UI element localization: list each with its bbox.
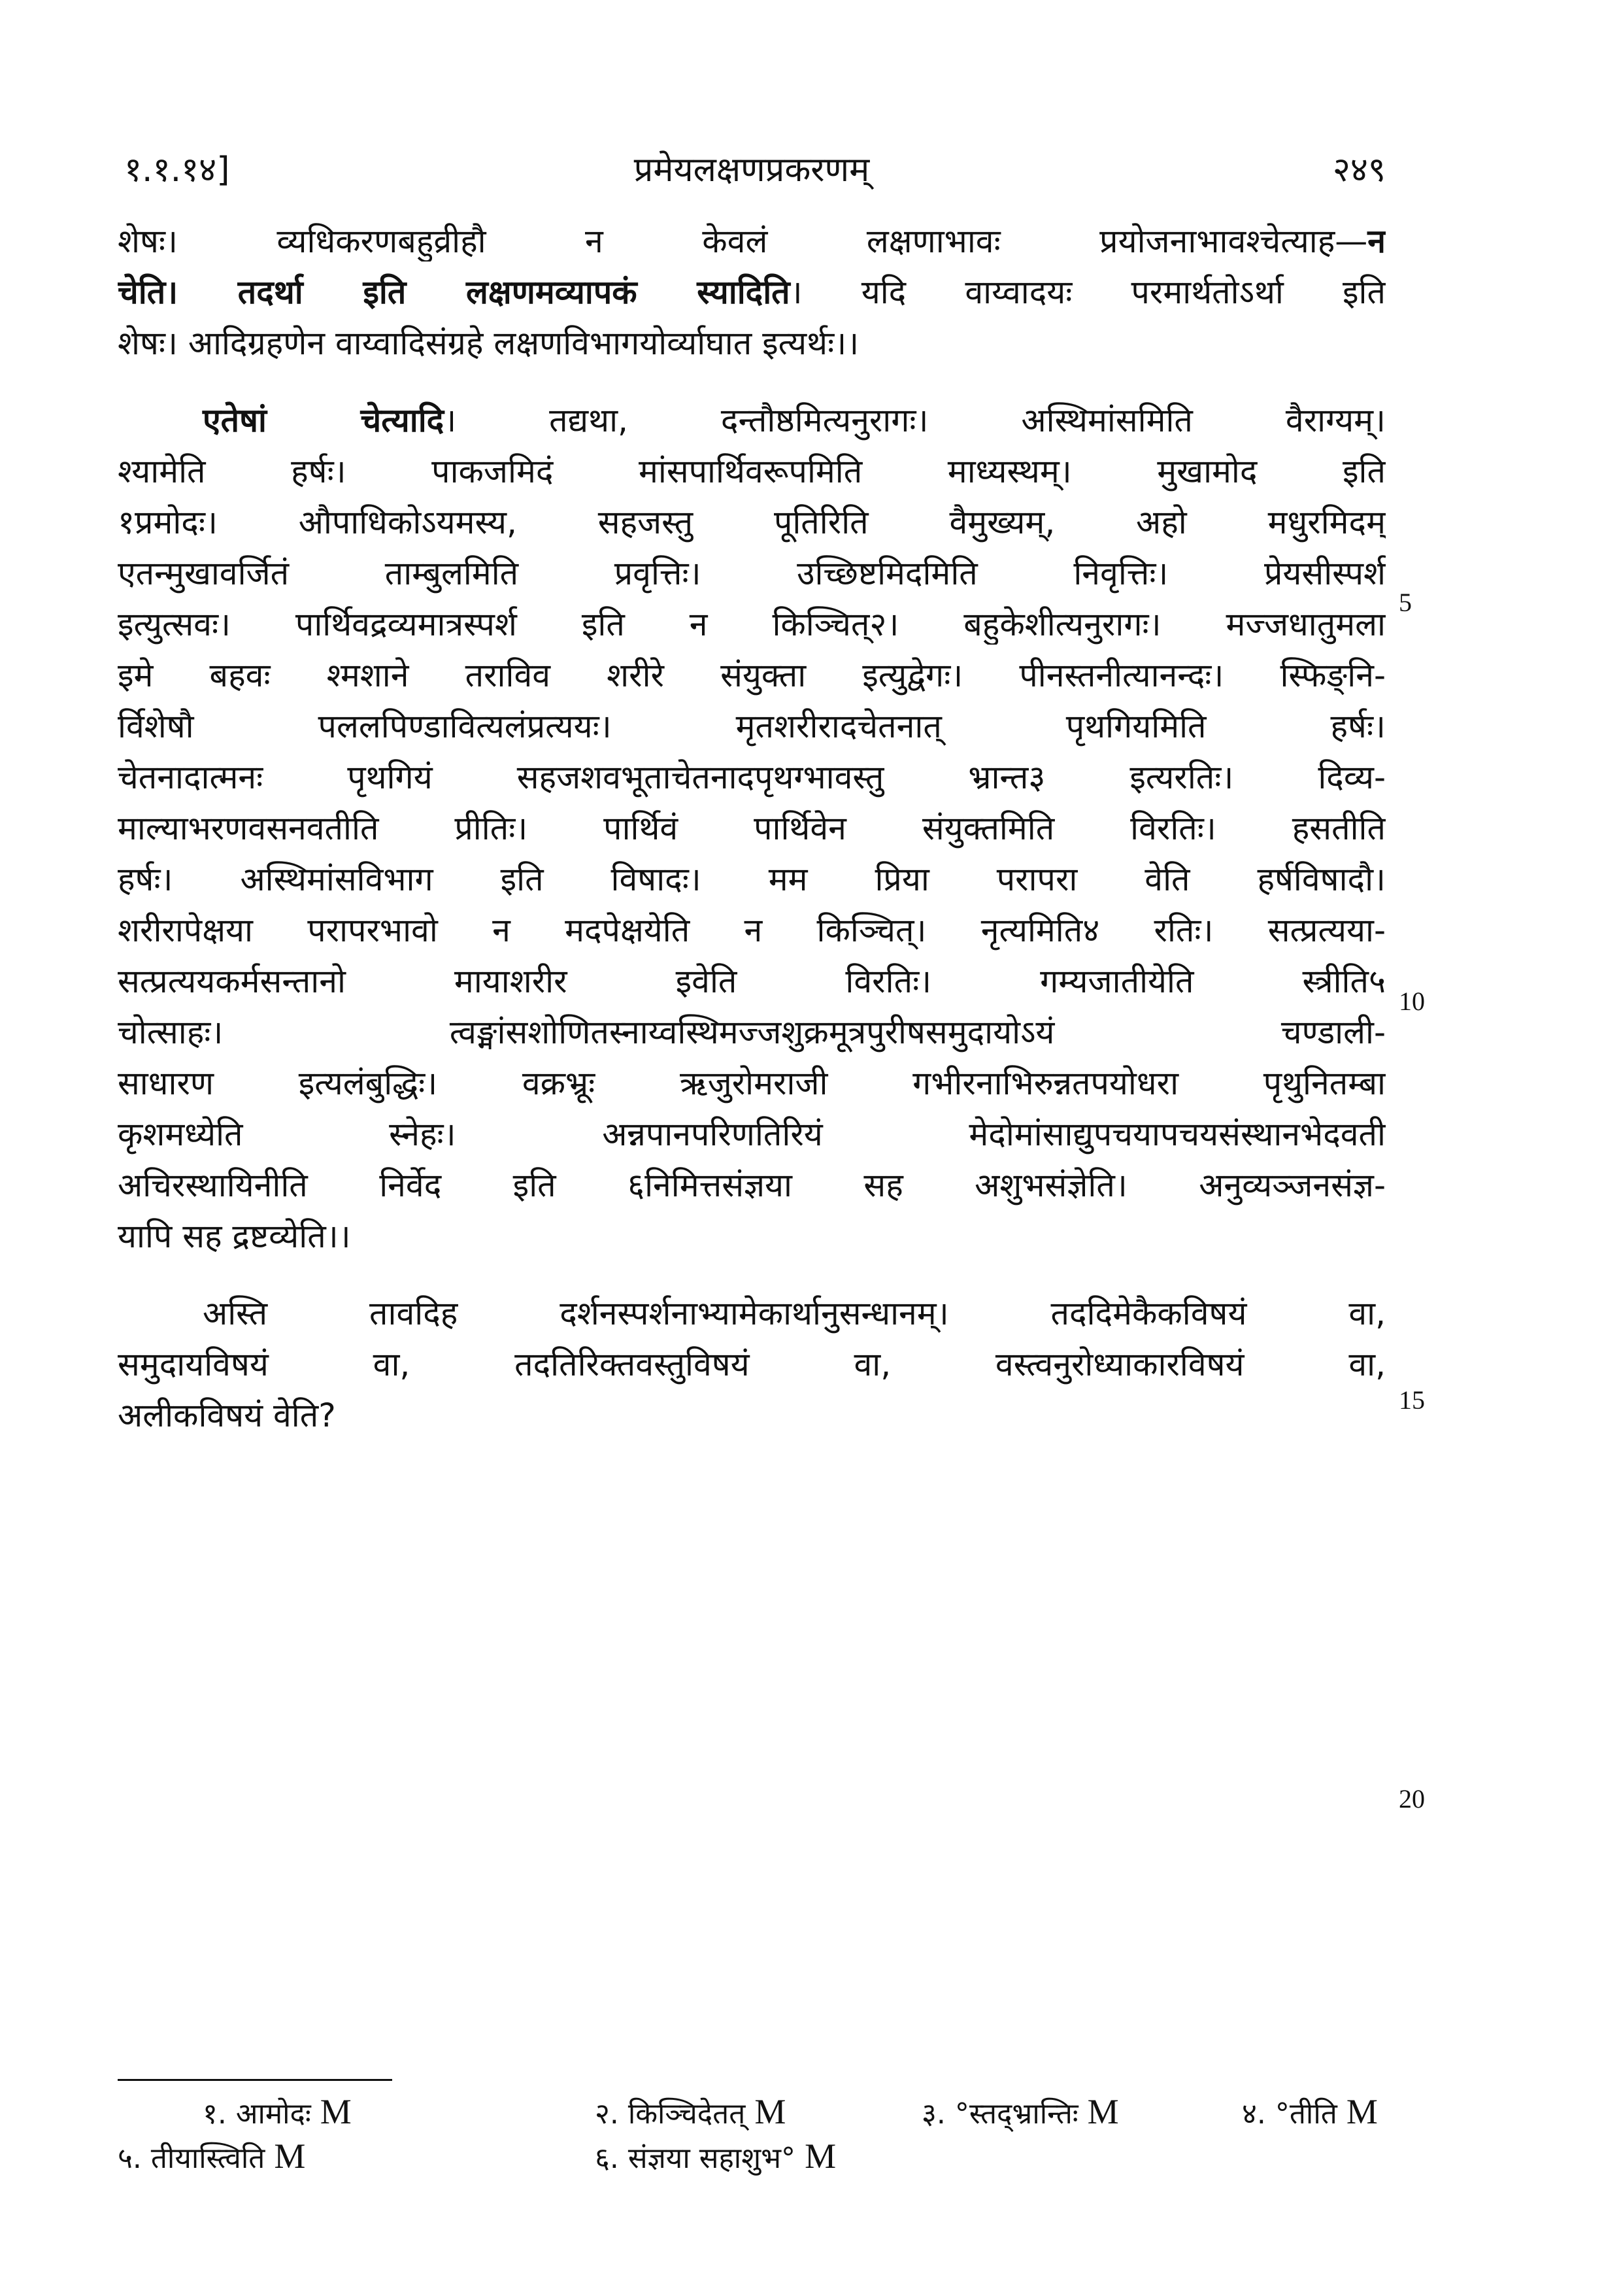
footnote-row [118, 2134, 1386, 2178]
line-number: 10 [1399, 987, 1425, 1016]
text-line: शरीरापेक्षया परापरभावो न मदपेक्षयेति न किञ्चित्। नृत्यमिति४ रतिः। सत्प्रत्यया- [118, 911, 1386, 949]
text-line: इमे बहवः श्मशाने तराविव शरीरे संयुक्ता इत्युद्वेगः। पीनस्तनीत्यानन्दः। स्फिङ्नि- [118, 656, 1386, 694]
text-line: श्यामेति हर्षः। पाकजमिदं मांसपार्थिवरूपमिति माध्यस्थम्। मुखामोद इति [118, 452, 1386, 490]
text-line: १प्रमोदः। औपाधिकोऽयमस्य, सहजस्तु पूतिरिति वैमुख्यम्, अहो मधुरमिदम् [118, 503, 1386, 541]
text-line: र्विशेषौ पललपिण्डावित्यलंप्रत्ययः। मृतशरीरादचेतनात् पृथगियमिति हर्षः। [118, 707, 1386, 745]
text-line: यापि सह द्रष्टव्येति।। [118, 1217, 351, 1255]
text-line: चेतनादात्मनः पृथगियं सहजशवभूताचेतनादपृथग्भावस्तु भ्रान्त३ इत्यरतिः। दिव्य- [118, 758, 1386, 796]
paragraph-3 [118, 1293, 1386, 1436]
footnote-row [118, 2089, 1386, 2134]
text-line: माल्याभरणवसनवतीति प्रीतिः। पार्थिवं पार्थिवेन संयुक्तमिति विरतिः। हसतीति [118, 809, 1386, 847]
text-line: अचिरस्थायिनीति निर्वेद इति ६निमित्तसंज्ञया सह अशुभसंज्ञेति। अनुव्यञ्जनसंज्ञ- [118, 1166, 1386, 1204]
footnote: ६. संज्ञया सहाशुभ° M [595, 2136, 837, 2176]
text-line: एतन्मुखावर्जितं ताम्बुलमिति प्रवृत्तिः। उच्छिष्टमिदमिति निवृत्तिः। प्रेयसीस्पर्श [118, 554, 1386, 592]
footnote: ३. °स्तद्भ्रान्तिः M [922, 2092, 1119, 2131]
line-number: 5 [1399, 588, 1412, 617]
text-line: शेषः। व्यधिकरणबहुव्रीहौ न केवलं लक्षणाभावः प्रयोजनाभावश्चेत्याह—न [118, 222, 1386, 260]
text-line: समुदायविषयं वा, तदतिरिक्तवस्तुविषयं वा, वस्त्वनुरोध्याकारविषयं वा, [118, 1345, 1386, 1383]
text-line: इत्युत्सवः। पार्थिवद्रव्यमात्रस्पर्श इति न किञ्चित्२। बहुकेशीत्यनुरागः। मज्जधातुमला [118, 605, 1386, 643]
text-line: चेति। तदर्था इति लक्षणमव्यापकं स्यादिति। यदि वाय्वादयः परमार्थतोऽर्था इति [118, 273, 1386, 311]
running-header [118, 145, 1386, 197]
footnote: २. किञ्चिदेतत् M [595, 2092, 786, 2131]
text-line: हर्षः। अस्थिमांसविभाग इति विषादः। मम प्रिया परापरा वेति हर्षविषादौ। [118, 860, 1386, 898]
paragraph-1 [118, 221, 1386, 363]
text-line: एतेषां चेत्यादि। तद्यथा, दन्तौष्ठमित्यनुरागः। अस्थिमांसमिति वैराग्यम्। [203, 401, 1386, 439]
paragraph-2 [118, 400, 1386, 1257]
footnotes [118, 2089, 1386, 2178]
footnote: ५. तीयास्त्विति M [118, 2136, 306, 2176]
page-number: २४९ [1332, 150, 1386, 190]
footnote-divider [118, 2079, 392, 2081]
footnote: ४. °तीति M [1242, 2092, 1378, 2131]
text-line: अस्ति तावदिह दर्शनस्पर्शनाभ्यामेकार्थानुसन्धानम्। तददिमेकैकविषयं वा, [203, 1294, 1386, 1332]
line-number: 20 [1399, 1784, 1425, 1814]
running-title: प्रमेयलक्षणप्रकरणम् [633, 150, 870, 190]
text-line: चोत्साहः। त्वङ्मांसशोणितस्नाय्वस्थिमज्जशुक्रमूत्रपुरीषसमुदायोऽयं चण्डाली- [118, 1013, 1386, 1051]
text-line: साधारण इत्यलंबुद्धिः। वक्रभ्रूः ऋजुरोमराजी गभीरनाभिरुन्नतपयोधरा पृथुनितम्बा [118, 1064, 1386, 1102]
text-line: शेषः। आदिग्रहणेन वाय्वादिसंग्रहे लक्षणविभागयोर्व्याघात इत्यर्थः।। [118, 324, 860, 362]
section-number: १.१.१४] [124, 150, 230, 190]
footnote: १. आमोदः M [203, 2092, 352, 2131]
text-line: अलीकविषयं वेति? [118, 1396, 336, 1434]
text-line: कृशमध्येति स्नेहः। अन्नपानपरिणतिरियं मेदोमांसाद्युपचयापचयसंस्थानभेदवती [118, 1115, 1386, 1153]
line-number: 15 [1399, 1385, 1425, 1415]
main-text [118, 221, 1386, 1436]
text-line: सत्प्रत्ययकर्मसन्तानो मायाशरीर इवेति विरतिः। गम्यजातीयेति स्त्रीति५ [118, 962, 1386, 1000]
